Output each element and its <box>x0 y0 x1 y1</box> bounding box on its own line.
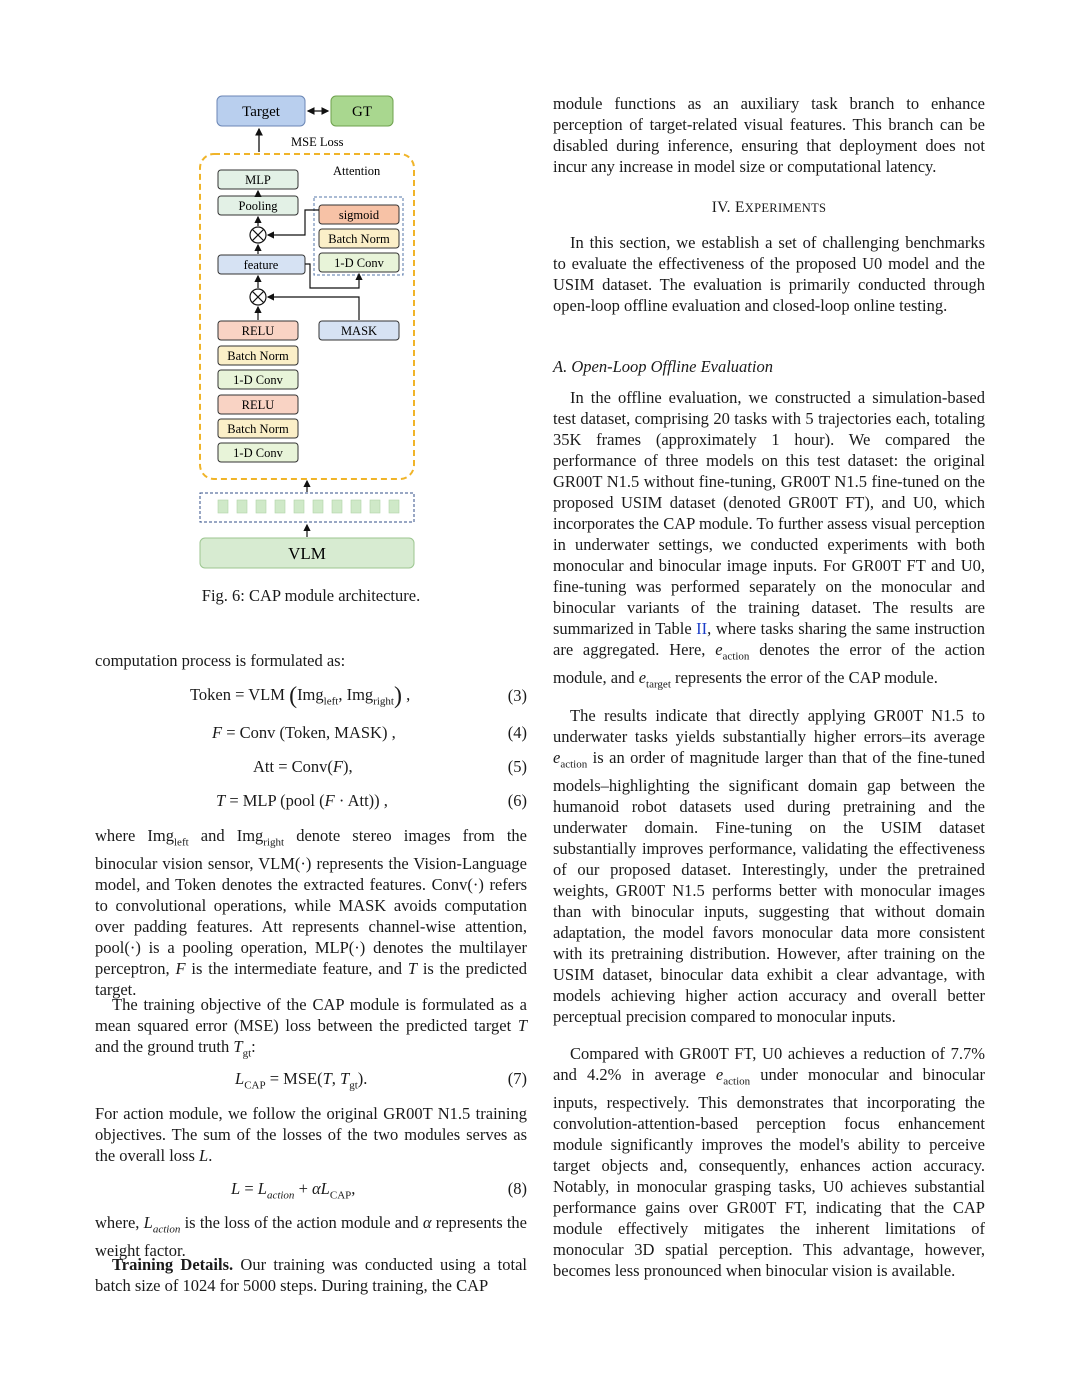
target-label: Target <box>242 104 280 120</box>
batch-norm-1-label: Batch Norm <box>227 349 289 363</box>
sigmoid-label: sigmoid <box>338 208 380 222</box>
feature-label: feature <box>243 258 279 272</box>
equation-7: $L_{CAP} = MSE(T$, $T_{gt}$). <box>235 1069 368 1092</box>
formulation-intro: computation process is formulated as: <box>95 651 346 670</box>
section-heading: IV. EXPERIMENTS <box>711 199 827 216</box>
equation-5: Att = Conv(F), <box>253 757 353 776</box>
equation-3-number: (3) <box>507 686 527 705</box>
cap-architecture-figure <box>195 92 427 576</box>
continuation-paragraph: module functions as an auxiliary task branch to enhance perception of target-related visual features. This branch can be disabled during inference, ensuring that deployment does not incur any increase in model size or computational latency. <box>553 94 985 176</box>
subsection-heading: A. Open-Loop Offline Evaluation <box>553 357 773 376</box>
equation-8-number: (8) <box>507 1179 527 1198</box>
experiments-intro-paragraph: In this section, we establish a set of challenging benchmarks to evaluate the effectiveness of the proposed U0 model and the USIM dataset. The evaluation is primarily conducted through open-loop offline evaluation and closed-loop online testing. <box>553 233 985 315</box>
mask-label: MASK <box>340 324 378 338</box>
training-details-label: Training Details. <box>112 1255 234 1274</box>
token-sequence <box>200 493 414 522</box>
conv-attention-label: 1-D Conv <box>334 256 384 270</box>
figure-caption: Fig. 6: CAP module architecture. <box>201 586 421 605</box>
equation-7-number: (7) <box>507 1069 527 1088</box>
equation-6: T = MLP (pool (F · Att)) , <box>216 791 388 810</box>
equation-5-number: (5) <box>507 757 527 776</box>
conv-1-label: 1-D Conv <box>233 373 283 387</box>
offline-evaluation-paragraph: In the offline evaluation, we constructed a simulation-based test dataset, comprising 20 tasks with 5 trajectories each, totaling 35K frames (approximately 1 hour). We compared the performance of three models on this test dataset: the original GR00T N1.5 without fine-tuning, GR00T N1.5 fine-tuned on the proposed USIM dataset (denoted GR00T FT), and U0, which incorporates the CAP module. To further assess visual perception in underwater settings, we conducted experiments with both monocular and binocular image inputs. For GR00T FT and U0, fine-tuning was performed separately on the monocular and binocular variants of the training dataset. The results are summarized in Table II, where tasks sharing the same instruction are aggregated. Here, $e_{action}$ denotes the error of the action module, and $e_{target}$ represents the error of the CAP module. <box>553 388 985 691</box>
equation-6-number: (6) <box>507 791 527 810</box>
cap-diagram <box>195 92 427 576</box>
training-details-text: Our training was conducted using a total batch size of 1024 for 5000 steps. During training, the CAP <box>95 1255 528 1295</box>
attention-label: Attention <box>333 164 381 178</box>
training-details-paragraph <box>95 1254 527 1296</box>
relu-top-label: RELU <box>241 324 275 338</box>
mlp-label: MLP <box>245 173 271 187</box>
equation-4: F = Conv (Token, MASK) , <box>212 723 396 742</box>
mse-loss-label: MSE Loss <box>291 135 344 149</box>
table-ii-link[interactable]: II <box>696 619 708 638</box>
equation-3: Token = VLM (Img$_{left}$, Img$_{right}$) , <box>190 683 411 709</box>
comparison-paragraph: Compared with GR00T FT, U0 achieves a reduction of 7.7% and 4.2% in average $e_{action}$ under monocular and binocular inputs, respectively. This demonstrates that incorporating the convolution-attention-based perception focus enhancement module significantly improves the model's ability to perceive target objects and, consequently, enhances action accuracy. Notably, in monocular grasping tasks, U0 achieves substantial performance gains over GR00T FT, indicating that the CAP module effectively mitigates the inherent limitations of monocular 3D spatial perception. This advantage, however, becomes less pronounced when binocular vision is available. <box>553 1044 985 1281</box>
vlm-label: VLM <box>288 544 326 563</box>
relu-2-label: RELU <box>241 398 275 412</box>
training-objective-paragraph: The training objective of the CAP module is formulated as a mean squared error (MSE) loss between the predicted target T and the ground truth $T_{gt}$: <box>95 995 527 1060</box>
batch-norm-attention-label: Batch Norm <box>328 232 390 246</box>
action-module-paragraph: For action module, we follow the original GR00T N1.5 training objectives. The sum of the losses of the two modules serves as the overall loss L. <box>95 1104 527 1165</box>
offline-text-a: In the offline evaluation, we constructed a simulation-based test dataset, comprising 20 tasks with 5 trajectories each, totaling 35K frames (approximately 1 hour). We compared the performance of three models on this test dataset: the original GR00T N1.5 without fine-tuning, GR00T N1.5 fine-tuned on the proposed USIM dataset (denoted GR00T FT), and U0, which incorporates the CAP module. To further assess visual perception in underwater settings, we conducted experiments with both monocular and binocular image inputs. For GR00T FT and U0, fine-tuning was performed separately on the monocular and binocular variants of the training dataset. The results are summarized in Table <box>553 388 985 638</box>
where-paragraph: where Img$_{left}$ and Img$_{right}$ denote stereo images from the binocular vision sensor, VLM(·) represents the Vision-Language model, and Token denotes the extracted features. Conv(·) refers to convolutional operations, while MASK avoids computation over padding features. Att represents channel-wise attention, pool(·) is a pooling operation, MLP(·) denotes the multilayer perceptron, F is the intermediate feature, and T is the predicted target. <box>95 826 527 1000</box>
pooling-label: Pooling <box>238 199 278 213</box>
token-squares <box>218 500 399 513</box>
weight-factor-paragraph: where, $L_{action}$ is the loss of the action module and α represents the weight factor. <box>95 1213 528 1261</box>
equation-4-number: (4) <box>507 723 527 742</box>
gt-label: GT <box>352 104 372 120</box>
results-paragraph: The results indicate that directly applying GR00T N1.5 to underwater tasks yields substantially higher errors–its average $e_{action}$ is an order of magnitude larger than that of the fine-tuned models–highlighting the significant domain gap between the humanoid robot datasets used during pretraining and the underwater domain. Fine-tuning on the USIM dataset substantially improves performance, validating the effectiveness of our proposed dataset. Interestingly, under the pretrained weights, GR00T N1.5 performs better with monocular images than with binocular inputs, suggesting that without domain adaptation, the model favors monocular data more consistent with its pretraining distribution. However, after training on the USIM dataset, binocular data exhibit a clear advantage, with models achieving higher action accuracy and overall better perceptual precision compared to monocular inputs. <box>553 706 985 1027</box>
conv-2-label: 1-D Conv <box>233 446 283 460</box>
batch-norm-2-label: Batch Norm <box>227 422 289 436</box>
equation-8: $L = L_{action} + \alpha L_{CAP}$, <box>231 1179 356 1202</box>
